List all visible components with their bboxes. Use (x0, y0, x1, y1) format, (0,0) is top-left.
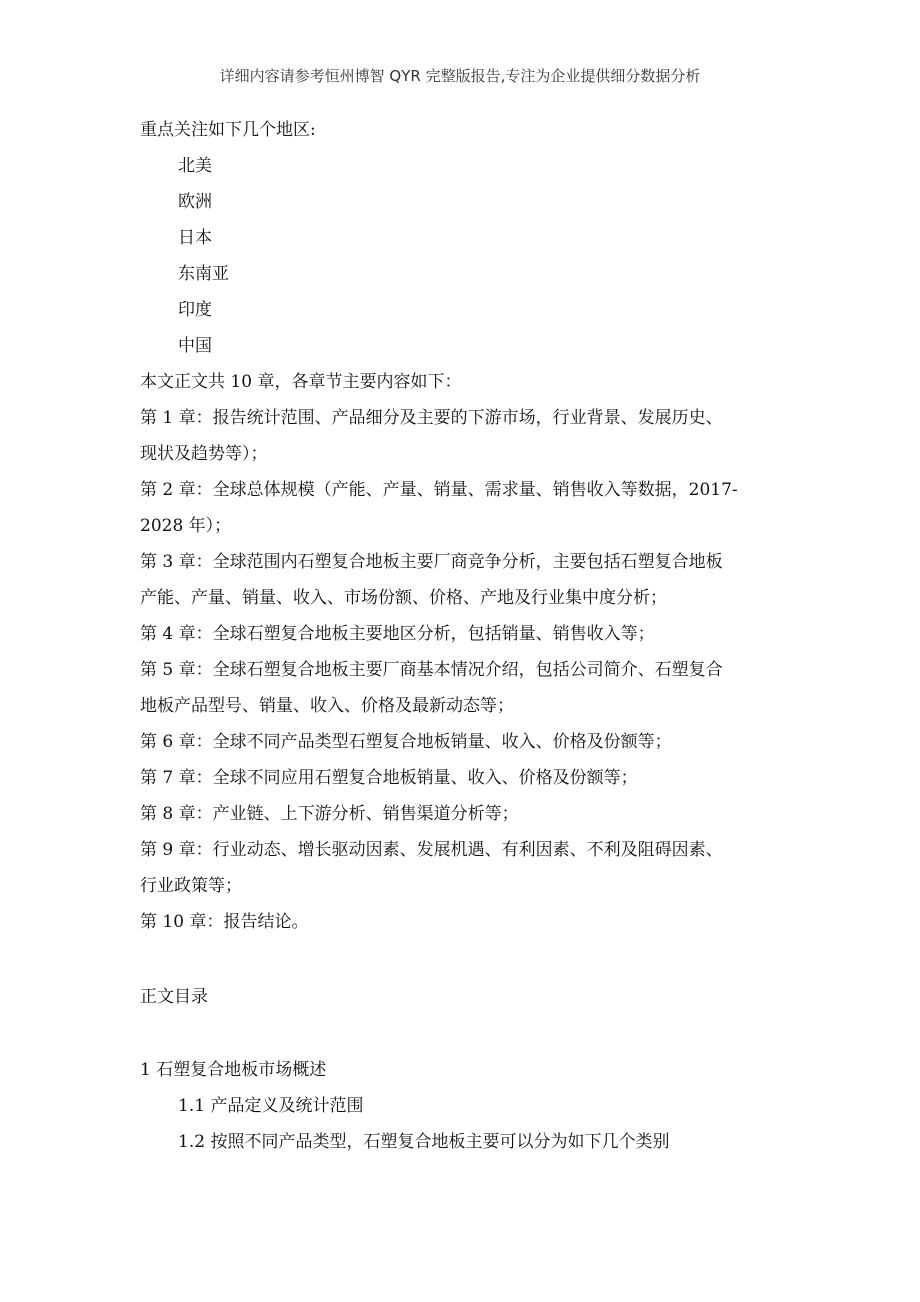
chapter-line: 行业政策等； (140, 876, 242, 896)
chapters-intro: 本文正文共 10 章，各章节主要内容如下： (140, 372, 462, 392)
chapter-line: 第 5 章：全球石塑复合地板主要厂商基本情况介绍，包括公司简介、石塑复合 (140, 660, 723, 680)
chapter-line: 产能、产量、销量、收入、市场份额、价格、产地及行业集中度分析； (140, 588, 667, 608)
chapter-line: 第 2 章：全球总体规模（产能、产量、销量、需求量、销售收入等数据，2017- (140, 480, 738, 500)
chapter-line: 第 10 章：报告结论。 (140, 912, 309, 932)
region-item: 印度 (178, 300, 212, 320)
region-item: 欧洲 (178, 192, 212, 212)
toc-title: 正文目录 (140, 987, 208, 1007)
chapter-line: 第 3 章：全球范围内石塑复合地板主要厂商竞争分析，主要包括石塑复合地板 (140, 552, 723, 572)
toc-item[interactable]: 1.1 产品定义及统计范围 (178, 1096, 364, 1116)
page-header: 详细内容请参考恒州博智 QYR 完整版报告,专注为企业提供细分数据分析 (219, 67, 701, 85)
chapter-line: 第 8 章：产业链、上下游分析、销售渠道分析等； (140, 804, 519, 824)
region-item: 日本 (178, 228, 212, 248)
region-item: 北美 (178, 156, 212, 176)
chapter-line: 第 1 章：报告统计范围、产品细分及主要的下游市场，行业背景、发展历史、 (140, 408, 723, 428)
chapter-line: 第 9 章：行业动态、增长驱动因素、发展机遇、有利因素、不利及阻碍因素、 (140, 840, 723, 860)
chapter-line: 第 4 章：全球石塑复合地板主要地区分析，包括销量、销售收入等； (140, 624, 655, 644)
toc-section-1[interactable]: 1 石塑复合地板市场概述 (140, 1060, 327, 1080)
region-item: 东南亚 (178, 264, 229, 284)
chapter-line: 第 7 章：全球不同应用石塑复合地板销量、收入、价格及份额等； (140, 768, 638, 788)
region-item: 中国 (178, 336, 212, 356)
toc-item[interactable]: 1.2 按照不同产品类型，石塑复合地板主要可以分为如下几个类别 (178, 1132, 670, 1152)
chapter-line: 现状及趋势等）； (140, 444, 268, 464)
chapter-line: 地板产品型号、销量、收入、价格及最新动态等； (140, 696, 514, 716)
regions-heading: 重点关注如下几个地区: (140, 120, 316, 140)
chapter-line: 第 6 章：全球不同产品类型石塑复合地板销量、收入、价格及份额等； (140, 732, 672, 752)
chapter-line: 2028 年）； (140, 516, 232, 536)
